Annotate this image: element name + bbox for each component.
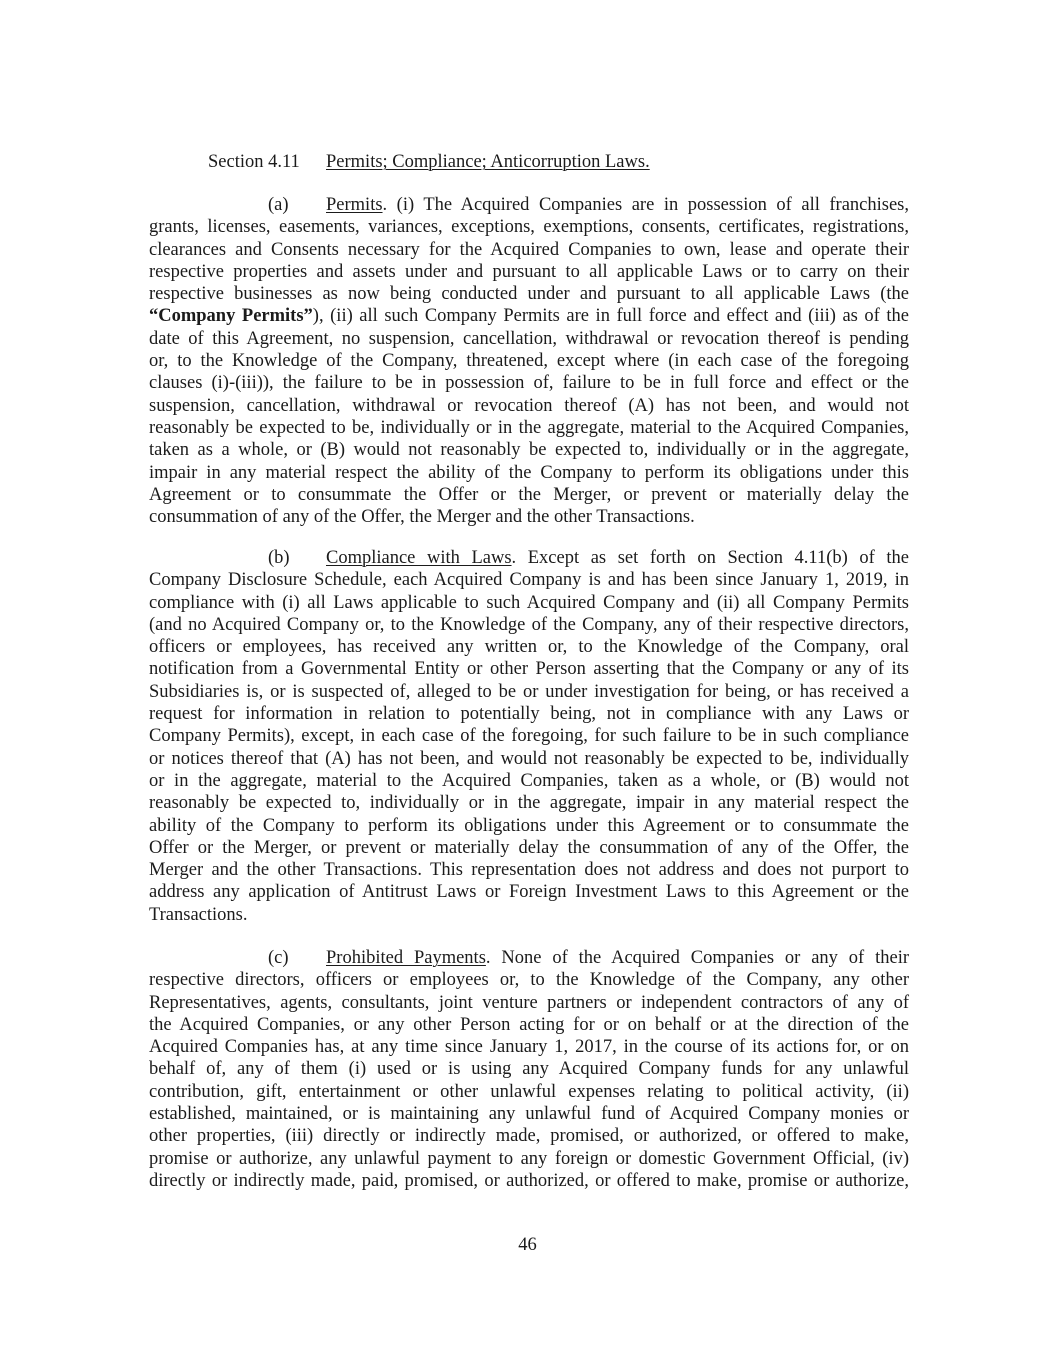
paragraph-first-line (149, 194, 909, 216)
section-title: Permits; Compliance; Anticorruption Laws. (326, 152, 650, 172)
paragraph-line: Transactions. (149, 904, 248, 925)
section-number: Section 4.11 (208, 152, 300, 172)
paragraph-line: respective businesses as now being conducted under and pursuant to all applicable Laws (the (149, 284, 909, 305)
paragraph-label: (b) (268, 548, 290, 568)
paragraph-heading: Prohibited Payments (326, 948, 486, 968)
paragraph-line: Company Permits), except, in each case of the foregoing, for such failure to be in such compliance (149, 726, 909, 747)
paragraph-line: respective directors, officers or employees or, to the Knowledge of the Company, any other (149, 970, 909, 991)
paragraph-line (149, 305, 909, 327)
paragraph-line: reasonably be expected to, individually or in the aggregate, impair in any material respect the (149, 793, 909, 814)
paragraph-line: Acquired Companies has, at any time since January 1, 2017, in the course of its actions for, or on (149, 1037, 909, 1058)
paragraph-line: respective properties and assets under and pursuant to all applicable Laws or to carry on their (149, 261, 909, 282)
paragraph-label: (c) (268, 948, 289, 968)
paragraph-line: Merger and the other Transactions. This representation does not address and does not purport to (149, 860, 909, 881)
paragraph-line: address any application of Antitrust Laws or Foreign Investment Laws to this Agreement or the (149, 882, 909, 903)
paragraph-line: impair in any material respect the ability of the Company to perform its obligations under this (149, 462, 909, 483)
paragraph-line: or in the aggregate, material to the Acquired Companies, taken as a whole, or (B) would not (149, 770, 909, 791)
paragraph-line: request for information in relation to potentially being, not in compliance with any Laws or (149, 704, 909, 725)
paragraph-line: Agreement or to consummate the Offer or the Merger, or prevent or materially delay the (149, 484, 909, 505)
paragraph-line: date of this Agreement, no suspension, cancellation, withdrawal or revocation thereof is pending (149, 328, 909, 349)
paragraph-line: the Acquired Companies, or any other Person acting for or on behalf or at the direction of the (149, 1014, 909, 1035)
paragraph-line: compliance with (i) all Laws applicable to such Acquired Company and (ii) all Company Permits (149, 592, 909, 613)
paragraph-first-line (149, 947, 909, 969)
paragraph-c (149, 947, 909, 1192)
paragraph-heading: Permits (326, 195, 383, 215)
paragraph-line: Subsidiaries is, or is suspected of, alleged to be or under investigation for being, or has received a (149, 681, 909, 702)
paragraph-first-line (149, 547, 909, 569)
paragraph-line: Offer or the Merger, or prevent or materially delay the consummation of any of the Offer, the (149, 837, 909, 858)
paragraph-line: clearances and Consents necessary for the Acquired Companies to own, lease and operate their (149, 239, 909, 260)
paragraph-line: (and no Acquired Company or, to the Knowledge of the Company, any of their respective directors, (149, 614, 909, 635)
defined-term: “Company Permits” (149, 306, 313, 327)
paragraph-line: officers or employees, has received any written or, to the Knowledge of the Company, oral (149, 637, 909, 658)
paragraph-line: notification from a Governmental Entity or other Person asserting that the Company or any of its (149, 659, 909, 680)
paragraph-line: grants, licenses, easements, variances, exceptions, exemptions, consents, certificates, registrations, (149, 217, 909, 238)
paragraph-line: ability of the Company to perform its obligations under this Agreement or to consummate the (149, 815, 909, 836)
paragraph-label: (a) (268, 195, 289, 215)
paragraph-line: reasonably be expected to be, individually or in the aggregate, material to the Acquired Companies, (149, 417, 909, 438)
paragraph-line: directly or indirectly made, paid, promised, or authorized, or offered to make, promise or authorize, (149, 1170, 909, 1191)
paragraph-line: or, to the Knowledge of the Company, threatened, except where (in each case of the foregoing (149, 351, 909, 372)
paragraph-line: contribution, gift, entertainment or other unlawful expenses relating to political activity, (ii) (149, 1081, 909, 1102)
paragraph-heading: Compliance with Laws (326, 548, 512, 568)
paragraph-b (149, 547, 909, 926)
section-heading (0, 151, 1055, 173)
paragraph-line-text: ), (ii) all such Company Permits are in full force and effect and (iii) as of the (312, 306, 909, 327)
paragraph-line: consummation of any of the Offer, the Merger and the other Transactions. (149, 507, 695, 528)
paragraph-line: Company Disclosure Schedule, each Acquired Company is and has been since January 1, 2019, in (149, 570, 909, 591)
paragraph-line: behalf of, any of them (i) used or is using any Acquired Company funds for any unlawful (149, 1059, 909, 1080)
paragraph-line: taken as a whole, or (B) would not reasonably be expected to, individually or in the aggregate, (149, 440, 909, 461)
paragraph-line-text: . Except as set forth on Section 4.11(b) of the (511, 548, 909, 568)
paragraph-line: other properties, (iii) directly or indirectly made, promised, or authorized, or offered to make, (149, 1126, 909, 1147)
paragraph-line-text: . None of the Acquired Companies or any of their (485, 948, 909, 968)
paragraph-line: promise or authorize, any unlawful payment to any foreign or domestic Government Official, (iv) (149, 1148, 909, 1169)
paragraph-line: clauses (i)-(iii)), the failure to be in possession of, failure to be in full force and effect or the (149, 373, 909, 394)
paragraph-line-text: . (i) The Acquired Companies are in possession of all franchises, (382, 195, 909, 215)
paragraph-line: or notices thereof that (A) has not been, and would not reasonably be expected to be, individually (149, 748, 909, 769)
paragraph-line: Representatives, agents, consultants, joint venture partners or independent contractors of any of (149, 992, 909, 1013)
page-number: 46 (518, 1235, 537, 1255)
paragraph-line: established, maintained, or is maintaining any unlawful fund of Acquired Company monies or (149, 1104, 909, 1125)
paragraph-line: suspension, cancellation, withdrawal or revocation thereof (A) has not been, and would not (149, 395, 909, 416)
paragraph-a (149, 194, 909, 528)
